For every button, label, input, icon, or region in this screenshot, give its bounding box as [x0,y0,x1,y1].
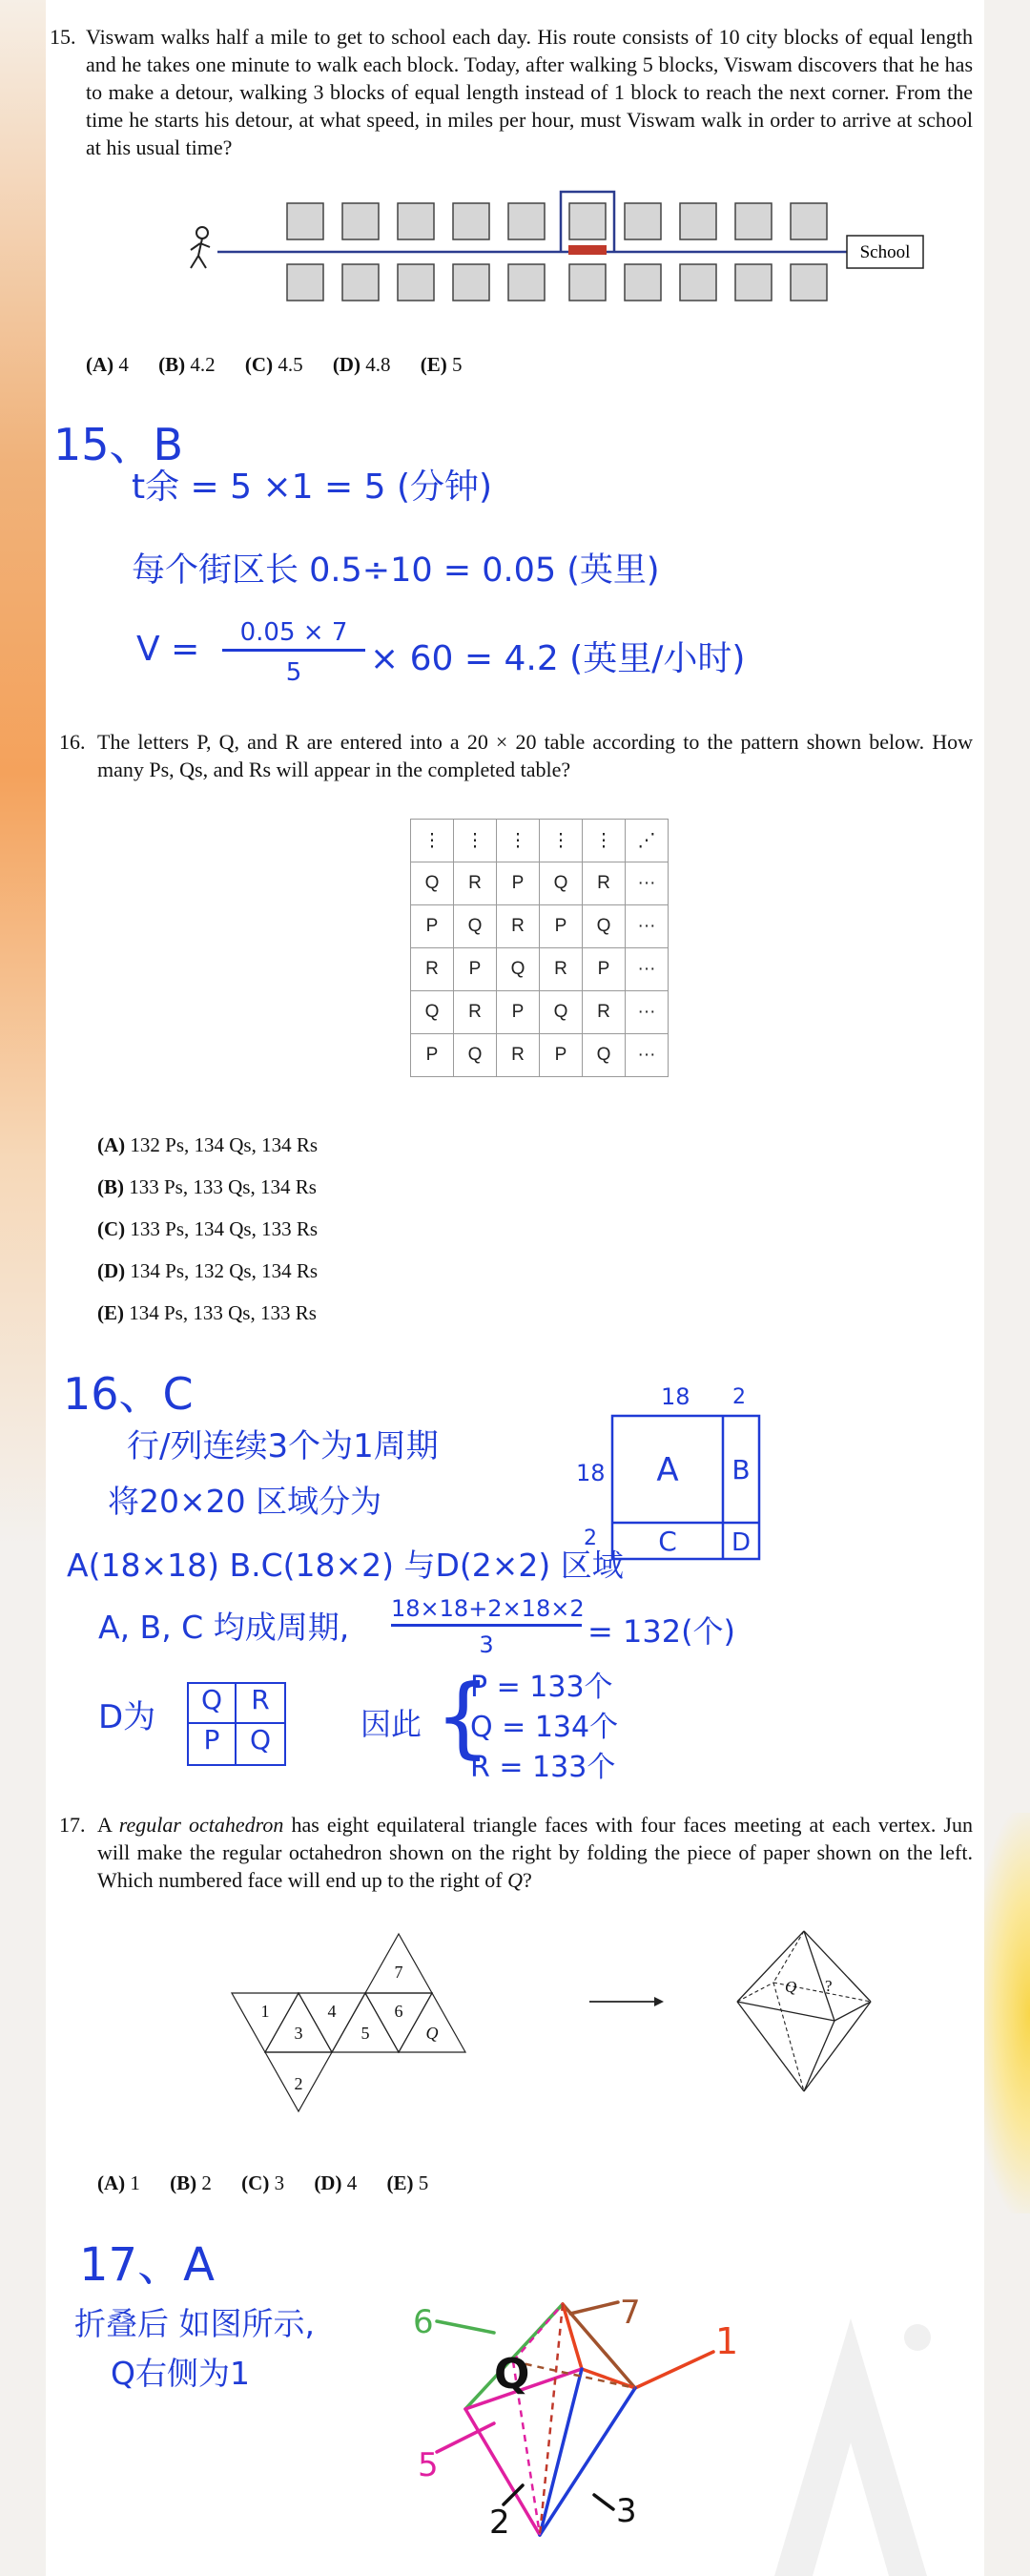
table-cell: ··· [626,948,669,991]
brace-icon: { [435,1666,491,1768]
q15-answer-frac-den: 5 [285,658,302,687]
top-blocks [287,203,827,239]
sketch-label-1: 1 [715,2320,739,2362]
table-cell: P [411,1034,454,1077]
net-face-q: Q [425,2024,439,2043]
q16-answer-d-grid [187,1682,286,1766]
q15-text: Viswam walks half a mile to get to school each day. His route consists of 10 city blocks of equal length and he takes one minute to walk each block. Today, after walking 5 blocks, Viswam discovers that he has to make a detour, walking 3 blocks of equal length instead of 1 block to reach the next corner. From the time he starts his detour, at what speed, in miles per hour, must Viswam walk in order to arrive at school at his usual time? [86,25,973,159]
table-cell: Q [411,991,454,1034]
q15-route-diagram [179,186,933,310]
table-cell: P [454,948,497,991]
d-cell: Q [189,1684,237,1724]
table-cell: P [540,905,583,948]
table-cell: R [497,905,540,948]
school-label: School [859,242,911,262]
q15-number: 15. [50,25,76,49]
table-cell: R [454,991,497,1034]
net-face-1: 1 [260,2002,270,2021]
q17-octahedron-diagram [728,1927,880,2099]
q16-answer-result-count: = 132(个) [587,1613,736,1650]
sketch-label-q: Q [494,2350,530,2399]
table-cell: R [583,862,626,905]
document-page [46,0,984,2576]
table-cell: R [540,948,583,991]
region-d: D [731,1528,752,1557]
q16-number: 16. [59,730,86,754]
q16-answer-frac-den: 3 [479,1631,494,1658]
table-cell: ⋮ [497,820,540,862]
grid-top-label-2: 2 [732,1385,746,1409]
net-face-5: 5 [360,2024,370,2043]
sketch-label-6: 6 [413,2303,434,2341]
region-a: A [656,1451,679,1489]
table-cell: P [497,862,540,905]
table-cell: Q [540,991,583,1034]
q16-answer-line3: A(18×18) B.C(18×2) 与D(2×2) 区域 [67,1547,624,1584]
q15-answer-line1: t余 = 5 ×1 = 5 (分钟) [132,467,493,507]
q17-text: A regular octahedron has eight equilateral triangle faces with four faces meeting at each vertex. Jun will make the regular octahedron shown on the right by folding the piece of paper shown on the left. Which numbered face will end up to the right of Q? [97,1813,973,1892]
table-cell: ··· [626,991,669,1034]
net-face-7: 7 [394,1963,403,1982]
d-cell: Q [249,1724,272,1755]
table-row [411,1034,669,1077]
q16-answer-title: 16、C [63,1368,194,1420]
q17-choices: (A) 1 (B) 2 (C) 3 (D) 4 (E) 5 [97,2171,429,2194]
q17-answer-line1: 折叠后 如图所示, [74,2305,315,2342]
table-cell: Q [540,862,583,905]
bottom-blocks [287,264,827,301]
q16-answer-results: P = 133个 Q = 134个 R = 133个 [470,1671,619,1784]
arrow-right-icon [589,1992,666,2011]
table-cell: Q [497,948,540,991]
table-cell: R [411,948,454,991]
net-face-4: 4 [327,2002,337,2021]
table-row [411,862,669,905]
sketch-label-7: 7 [620,2294,641,2332]
walker-icon [191,227,210,268]
table-cell: P [411,905,454,948]
region-c: C [658,1526,677,1557]
q16-answer-line2: 将20×20 区域分为 [108,1483,382,1520]
net-face-3: 3 [294,2024,303,2043]
table-cell: R [583,991,626,1034]
q16-choices: (A) 132 Ps, 134 Qs, 134 Rs (B) 133 Ps, 133 Qs, 134 Rs (C) 133 Ps, 134 Qs, 133 Rs (D) 134 Ps, 132 Qs, 134 Rs (E) 134 Ps, 133 Qs, 133 Rs [97,1133,319,1324]
q15-answer-title: 15、B [53,419,184,470]
q15-answer-line2: 每个街区长 0.5÷10 = 0.05 (英里) [132,551,660,590]
q15-answer-v: V = [136,630,200,669]
table-cell: Q [411,862,454,905]
q17-number: 17. [59,1813,86,1837]
grid-side-label-2: 2 [584,1527,597,1550]
table-cell: Q [454,1034,497,1077]
q16-answer-line4: A, B, C 均成周期, [98,1609,350,1646]
table-cell: R [454,862,497,905]
q15-choices: (A) 4 (B) 4.2 (C) 4.5 (D) 4.8 (E) 5 [86,353,463,376]
q17-net-diagram [227,1922,551,2123]
table-cell: ··· [626,1034,669,1077]
q16-text: The letters P, Q, and R are entered into a 20 × 20 table according to the pattern shown below. How many Ps, Qs, and Rs will appear in the completed table? [97,730,973,781]
table-cell: ⋮ [454,820,497,862]
sketch-label-3: 3 [616,2492,637,2530]
table-cell: Q [454,905,497,948]
table-row [411,820,669,862]
table-cell: P [540,1034,583,1077]
oct-label-q: Q [785,1978,797,1996]
table-cell: P [497,991,540,1034]
table-cell: ··· [626,862,669,905]
q15-answer-frac-num: 0.05 × 7 [222,618,365,652]
watermark-logo [736,2175,946,2576]
q16-answer-hence: 因此 [360,1706,422,1742]
table-cell: R [497,1034,540,1077]
blocked-segment [568,245,607,255]
grid-side-label-18: 18 [576,1460,606,1486]
sketch-label-2: 2 [489,2503,510,2542]
net-face-2: 2 [294,2074,303,2093]
q15-answer-result: × 60 = 4.2 (英里/小时) [370,639,746,678]
table-cell: P [583,948,626,991]
d-cell: P [189,1724,237,1764]
q16-answer-line1: 行/列连续3个为1周期 [127,1427,439,1465]
table-cell: Q [583,1034,626,1077]
table-cell: ⋮ [583,820,626,862]
q16-answer-d-label: D为 [98,1698,156,1736]
sketch-label-5: 5 [418,2446,439,2484]
table-row [411,948,669,991]
table-row [411,991,669,1034]
d-cell: R [237,1684,284,1724]
table-row [411,905,669,948]
grid-top-label-18: 18 [661,1383,690,1410]
table-cell: ⋮ [540,820,583,862]
q16-region-grid [610,1414,763,1563]
q17-answer-title: 17、A [79,2238,215,2292]
region-b: B [731,1454,751,1485]
oct-label-unknown: ? [825,1977,833,1995]
table-cell: Q [583,905,626,948]
table-cell: ⋮ [411,820,454,862]
table-cell: ··· [626,905,669,948]
q16-pattern-table [410,819,669,1077]
q16-answer-frac-num: 18×18+2×18×2 [391,1595,582,1627]
q17-answer-line2: Q右侧为1 [111,2355,250,2392]
net-face-6: 6 [394,2002,403,2021]
table-cell: ⋰ [626,820,669,862]
